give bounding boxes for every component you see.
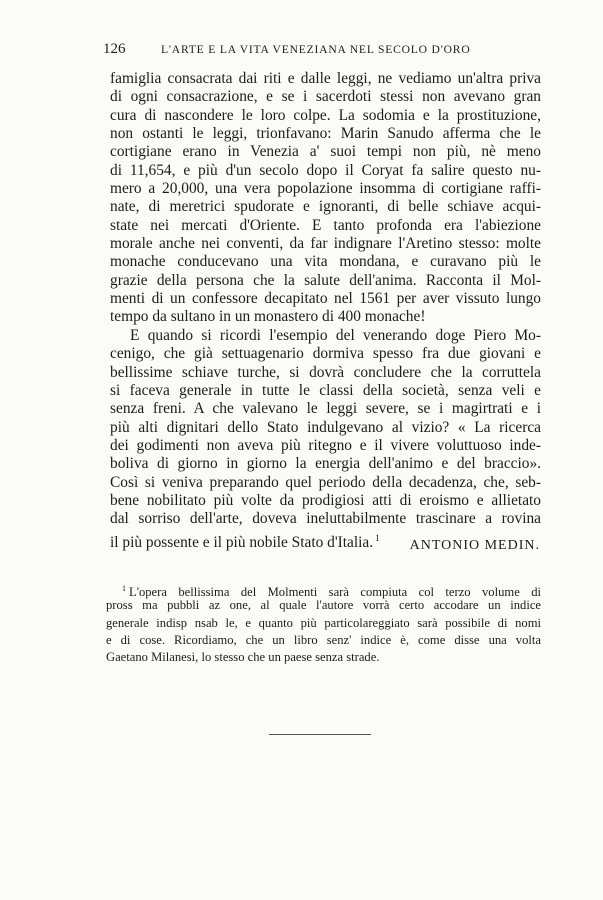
text-line: non ostanti le leggi, trionfavano: Marin Sanudo afferma che le — [110, 125, 541, 143]
footnote-reference: 1 — [375, 532, 380, 543]
footnote-line-text: L'opera bellissima del Molmenti sarà compiuta col terzo volume di — [129, 585, 541, 599]
text-line: Così si veniva preparando quel periodo della decadenza, che, seb- — [110, 473, 541, 491]
text-line: cura di nascondere le loro colpe. La sodomia e la prostituzione, — [110, 106, 541, 124]
footnote-line: pross ma pubbli az one, al quale l'autore vorrà certo accodare un indice — [106, 598, 541, 613]
page-number: 126 — [103, 41, 126, 57]
body-text — [110, 70, 541, 551]
text-line: state nei mercati d'Oriente. E tanto profonda era l'abiezione — [110, 216, 541, 234]
text-line: tempo da sultano in un monastero di 400 monache! — [110, 308, 426, 326]
text-line: boliva di giorno in giorno la energia dell'animo e del braccio». — [110, 455, 541, 473]
text-line: bellissime schiave turche, si dovrà concludere che la corruttela — [110, 363, 541, 381]
footnote — [106, 580, 541, 666]
final-line-text: il più possente e il più nobile Stato d'Italia. — [110, 533, 374, 551]
footnote-number: 1 — [122, 584, 126, 593]
text-line: menti di un confessore decapitato nel 1561 per aver vissuto lungo — [110, 290, 541, 308]
text-line: di 11,654, e più d'un secolo dopo il Coryat fa salire questo nu- — [110, 161, 541, 179]
text-line: più alti dignitari dello Stato indulgevano al vizio? « La ricerca — [110, 418, 541, 436]
text-line: di ogni consacrazione, e se i sacerdoti stessi non avevano gran — [110, 88, 541, 106]
end-rule — [269, 734, 371, 735]
author-signature: ANTONIO MEDIN. — [409, 538, 540, 553]
footnote-line: e di cose. Ricordiamo, che un libro senz' indice è, come disse una volta — [106, 632, 541, 647]
page-header — [103, 41, 523, 61]
text-line: cenigo, che già settuagenario dormiva spesso fra due giovani e — [110, 345, 541, 363]
text-line: mero a 20,000, una vera popolazione insomma di cortigiane raffi- — [110, 180, 541, 198]
text-line: E quando si ricordi l'esempio del venerando doge Piero Mo- — [130, 326, 541, 344]
text-line: famiglia consacrata dai riti e dalle leggi, ne vediamo un'altra priva — [110, 70, 541, 87]
footnote-line: generale indisp nsab le, e quanto più particolareggiato sarà possibile di nomi — [106, 615, 541, 630]
text-line: bene nobilitato più volte da prodigiosi atti di eroismo e allietato — [110, 491, 541, 509]
text-line: dei godimenti non aveva più ritegno e il vivere voluttuoso inde- — [110, 436, 541, 454]
text-line: si faceva generale in tutte le classi della società, senza veli e — [110, 381, 541, 399]
text-line: monache conducevano una vita mondana, e curavano più le — [110, 253, 541, 271]
text-line: senza freni. A che valevano le leggi severe, se i magirtrati e i — [110, 400, 541, 418]
footnote-line: Gaetano Milanesi, lo stesso che un paese senza strade. — [106, 650, 380, 665]
text-line: grazie della persona che la salute dell'anima. Racconta il Mol- — [110, 271, 541, 289]
text-line: morale anche nei conventi, da far indignare l'Aretino stesso: molte — [110, 235, 541, 253]
text-line: nate, di meretrici spudorate e ignoranti, di belle schiave acqui- — [110, 198, 541, 216]
running-title: L'ARTE E LA VITA VENEZIANA NEL SECOLO D'ORO — [161, 43, 471, 56]
text-line: cortigiane erano in Venezia a' suoi tempi non più, nè meno — [110, 143, 541, 161]
footnote-line — [106, 580, 541, 597]
text-line: dal sorriso dell'arte, doveva ineluttabilmente trascinare a rovina — [110, 510, 541, 528]
